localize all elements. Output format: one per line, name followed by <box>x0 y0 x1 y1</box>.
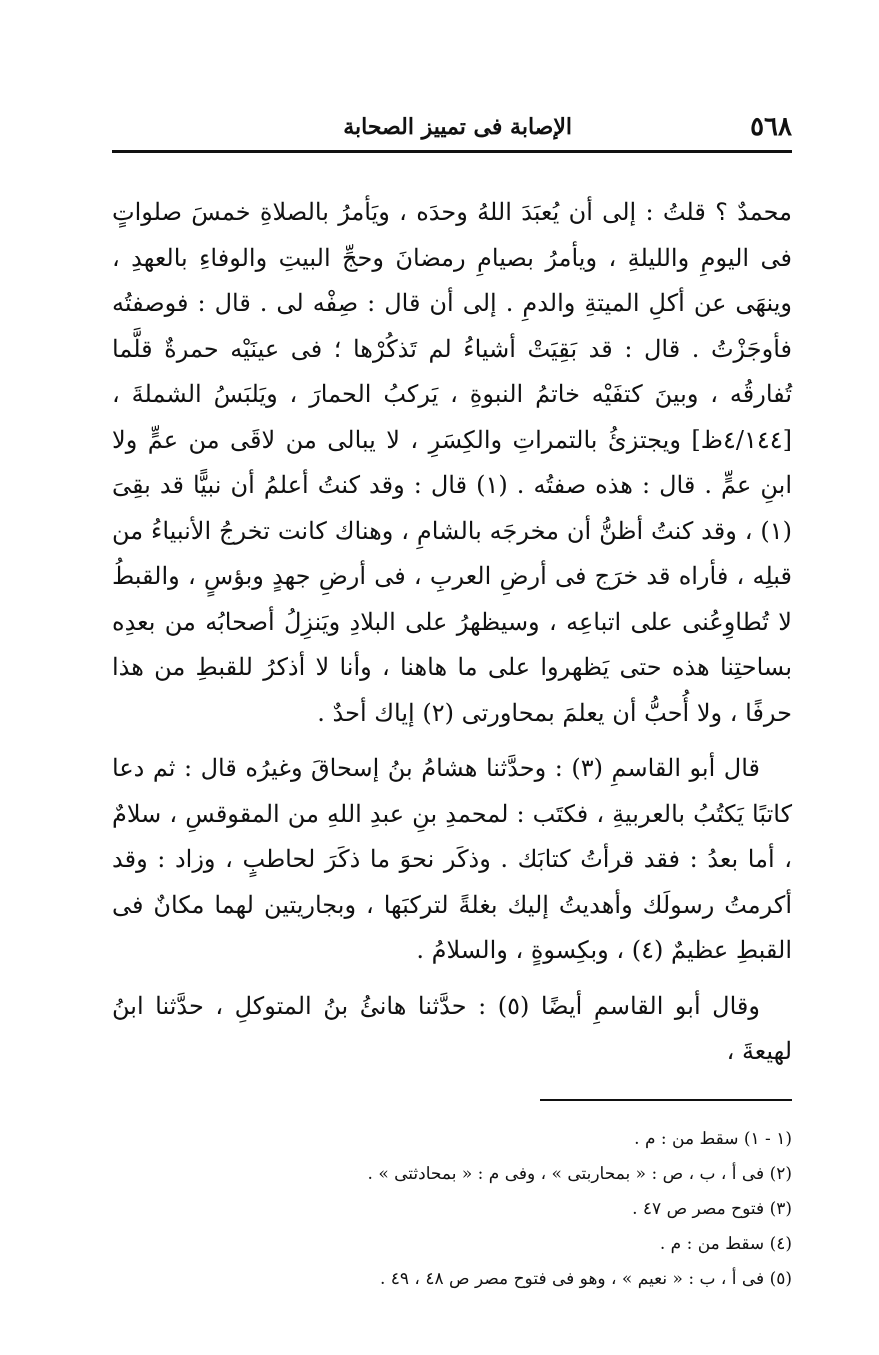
page-header <box>112 108 792 148</box>
page-number: ٥٦٨ <box>750 112 792 142</box>
main-text <box>112 190 792 1075</box>
footnote-2: (٢) فى أ ، ب ، ص : « بمحاربتى » ، وفى م : « بمحادثتى » . <box>367 1164 792 1184</box>
paragraph-1: محمدٌ ؟ قلتُ : إلى أن يُعبَدَ اللهُ وحدَه ، ويَأمرُ بالصلاةِ خمسَ صلواتٍ فى اليومِ والليلةِ ، ويأمرُ بصيامِ رمضانَ وحجِّ البيتِ والوفاءِ بالعهدِ ، وينهَى عن أكلِ الميتةِ والدمِ . إلى أن قال : صِفْه لى . قال : فوصفتُه فأوجَزْتُ . قال : قد بَقِيَتْ أشياءُ لم تَذكُرْها ؛ فى عينَيْه حمرةٌ قلَّما تُفارقُه ، وبينَ كتفَيْه خاتمُ النبوةِ ، يَركبُ الحمارَ ، ويَلبَسُ الشملةَ ، [٤/١٤٤ظ] ويجتزئُ بالتمراتِ والكِسَرِ ، لا يبالى من لاقَى من عمٍّ ولا ابنِ عمٍّ . قال : هذه صفتُه . (١) قال : وقد كنتُ أعلمُ أن نبيًّا قد بقِىَ (١) ، وقد كنتُ أظنُّ أن مخرجَه بالشامِ ، وهناك كانت تخرجُ الأنبياءُ من قبلِه ، فأراه قد خرَج فى أرضِ العربِ ، فى أرضِ جهدٍ وبؤسٍ ، والقبطُ لا تُطاوِعُنى على اتباعِه ، وسيظهرُ على البلادِ ويَنزِلُ أصحابُه من بعدِه بساحتِنا هذه حتى يَظهروا على ما هاهنا ، وأنا لا أذكرُ للقبطِ من هذا حرفًا ، ولا أُحبُّ أن يعلمَ بمحاورتى (٢) إياك أحدٌ . <box>112 198 793 727</box>
running-title: الإصابة فى تمييز الصحابة <box>343 114 572 140</box>
footnote-3: (٣) فتوح مصر ص ٤٧ . <box>632 1199 792 1219</box>
footnote-4: (٤) سقط من : م . <box>659 1234 792 1254</box>
footnote-rule <box>540 1099 792 1101</box>
header-rule <box>112 150 792 153</box>
paragraph-3: وقال أبو القاسمِ أيضًا (٥) : حدَّثنا هانئُ بنُ المتوكلِ ، حدَّثنا ابنُ لهيعةَ ، <box>112 991 792 1065</box>
footnote-1: (١ - ١) سقط من : م . <box>634 1129 792 1149</box>
footnote-5: (٥) فى أ ، ب : « نعيم » ، وهو فى فتوح مصر ص ٤٨ ، ٤٩ . <box>379 1269 792 1289</box>
paragraph-2: قال أبو القاسمِ (٣) : وحدَّثنا هشامُ بنُ إسحاقَ وغيرُه قال : ثم دعا كاتبًا يَكتُبُ بالعربيةِ ، فكتَب : لمحمدِ بنِ عبدِ اللهِ من المقوقسِ ، سلامٌ ، أما بعدُ : فقد قرأتُ كتابَك . وذكَر نحوَ ما ذكَرَ لحاطبٍ ، وزاد : وقد أكرمتُ رسولَك وأهديتُ إليك بغلةً لتركبَها ، وبجاريتين لهما مكانٌ فى القبطِ عظيمٌ (٤) ، وبكِسوةٍ ، والسلامُ . <box>112 754 792 964</box>
footnotes <box>112 1122 792 1297</box>
